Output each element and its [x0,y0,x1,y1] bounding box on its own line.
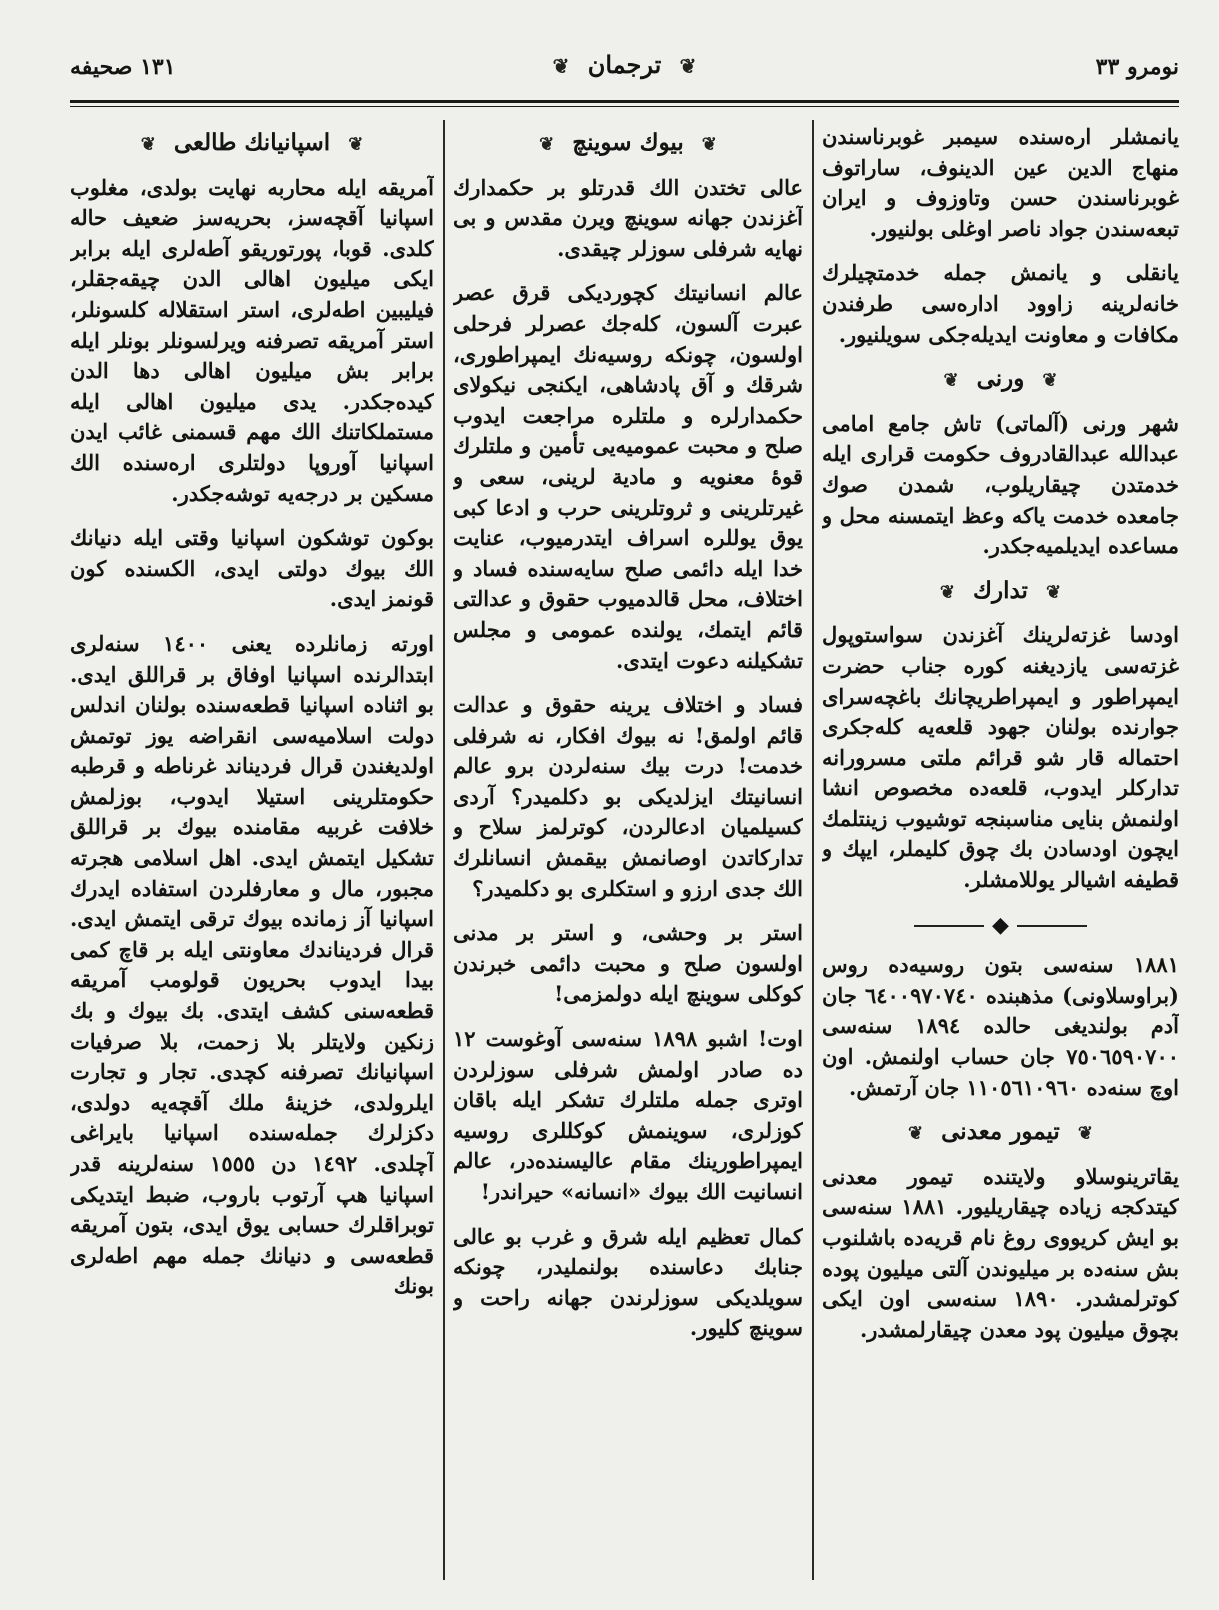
ornament-icon: ❦ [1045,581,1062,603]
ornament-icon: ❦ [908,1123,924,1145]
column-left [70,122,434,1580]
ornament-icon: ❦ [939,581,956,603]
paragraph: كمال تعظيم ايلە شرق و غرب بو عالى جنابك دعاسندە بولنمليدر، چونكە سويلديكى سوزلرندن جهانە راحت و سوينچ كليور. [453,1223,803,1341]
title-text: ترجمان [587,50,662,79]
ornament-icon: ❦ [943,370,959,392]
issue-number: نومرو ٣٣ [1095,54,1179,80]
section-heading: ❦ اسپانيانك طالعى ❦ [70,128,434,161]
paragraph: استر بر وحشى، و استر بر مدنى اولسون صلح و محبت دائمى خبرندن كوكلى سوينچ ايلە دولمزمى! [453,920,803,1007]
ornament-icon: ❦ [701,134,717,155]
masthead [70,40,1179,92]
column-separator [443,120,445,1580]
section-divider [822,910,1179,941]
section-heading: ❦ تدارك ❦ [822,576,1179,609]
paragraph: اورتە زمانلردە يعنى ١٤٠٠ سنەلرى ابتدالرندە اسپانيا اوفاق بر قراللق ايدى. بو اثنادە اسپانيا قطعەسندە بولنان اندلس دولت اسلاميەسى انقراضە يوز توتمش اولديغندن قرال فرديناند غرناطە و قرطبە حكومتلرينى استيلا ايدوب، بوزلمش خلافت غربيە مقامندە بيوك بر قراللق تشكيل ايتمش ايدى. اهل اسلامى هجرتە مجبور، مال و معارفلردن استفادە ايدرك اسپانيا آز زماندە بيوك ترقى ايتمش ايدى. قرال فرديناندك معاونتى ايلە بر قاچ كمى بيدا ايدوب بحريون قولومب آمريقە قطعەسنى كشف ايتدى. بك بيوك و بك زنكين ولايتلر بلا زحمت، بلا صرفيات اسپانيانك تصرفنە كچدى. تجار و تجارت ايلرولدى، خزينۀ ملك آقچەيە دولدى، دكزلرك جملەسندە اسپانيا بايراغى آچلدى. ١٤٩٢ دن ١٥٥٥ سنەلرينە قدر اسپانيا هپ آرتوب باروب، ضبط ايتديكى توبراقلرك حسابى يوق ايدى، بتون آمريقە قطعەسى و دنيانك جملە مهم اطەلرى بونك [70,630,434,1299]
header-rule [70,100,1179,103]
paragraph: بوكون توشكون اسپانيا وقتى ايلە دنيانك الك بيوك دولتى ايدى، الكسندە كون قونمز ايدى. [70,525,434,612]
paragraph: يانمشلر ارەسندە سيمبر غوبرناسندن منهاج الدين عين الدينوف، ساراتوف غوبرناسندن حسن وتاوزوف و ايران تبعەسندن جواد ناصر اوغلى بولنيور. [822,124,1179,241]
newspaper-title [70,50,1179,79]
paragraph: يانقلى و يانمش جملە خدمتچيلرك خانەلرينە زاوود ادارەسى طرفندن مكافات و معاونت ايديلەجكى سويلنيور. [822,260,1179,347]
diamond-icon: ◆ [992,911,1009,938]
paragraph: اودسا غزتەلرينك آغزندن سواستوپول غزتەسى يازديغنە كورە جناب حضرت ايمپراطور و ايمپراطريچانك باغچەسراى جوارندە بولنان جهود قلعەيە كلەجكرى احتمالە قار شو قرائم ملتى مسرورانە تداركلر ايدوب، قلعەدە مخصوص انشا اولنمش بنايى مناسبنجە توشيوب زينتلمك ايچون اودسادن بك چوق كليملر، ايپك و قطيفە اشيالر يوللامشلر. [822,622,1179,893]
paragraph: آمريقە ايلە محاربە نهايت بولدى، مغلوب اسپانيا آقچەسز، بحريەسز ضعيف حالە كلدى. قوبا، پورتوريقو آطەلرى ايلە برابر ايكى ميليون اهالى الدن چيقەجقلر، فيليبين اطەلرى، استر استقلالە كلسونلر، استر آمريقە تصرفنە ويرلسونلر بونلر ايلە برابر بش ميليون اهالى دها الدن كيدەجكدر. يدى ميليون اهالى ايلە مستملكاتنك الك مهم قسمنى غائب ايدن اسپانيا آوروپا دولتلرى ارەسندە الك مسكين بر درجەيە توشەجكدر. [70,174,434,506]
section-heading: ❦ تيمور معدنى ❦ [822,1117,1179,1150]
paragraph: يقاترينوسلاو ولايتندە تيمور معدنى كيتدكجە زيادە چيقاريليور. ١٨٨١ سنەسى بو ايش كريووى روغ نام قريەدە باشلنوب بش سنەدە بر ميليوندن آلتى ميليون پودە كوترلمشدر. ١٨٩٠ سنەسى اون ايكى بچوق ميليون پود معدن چيقارلمشدر. [822,1163,1179,1342]
paragraph: اوت! اشبو ١٨٩٨ سنەسى آوغوست ١٢ دە صادر اولمش شرفلى سوزلردن اوترى جملە ملتلرك تشكر ايلە باقان كوزلرى، سوينمش كوكللرى روسيە ايمپراطورينك مقام عاليسندەدر، عالم انسانيت الك بيوك «انسانە» حيراندر! [453,1026,803,1204]
column-separator [812,120,814,1580]
ornament-icon: ❦ [539,134,555,155]
section-heading: ❦ ورنى ❦ [822,364,1179,397]
section-heading: ❦ بيوك سوينچ ❦ [453,128,803,161]
paragraph: ١٨٨١ سنەسى بتون روسيەدە روس (براوسلاونى) مذهبندە ٦٤٠٠٩٧٠٧٤٠ جان آدم بولنديغى حالدە ١٨٩٤ سنەسى ٧٥٠٦٥٩٠٧٠٠ جان حساب اولنمش. اون اوچ سنەدە ١١٠٥٦١٠٩٦٠ جان آرتمش. [822,952,1179,1100]
page-number: ١٣١ صحيفه [70,54,176,80]
ornament-icon: ❦ [552,54,570,78]
paragraph: شهر ورنى (آلماتى) تاش جامع امامى عبدالله عبدالقادروف حكومت قرارى ايلە خدمتدن چيقاريلوب، شمدن صوك جامعدە خدمت ياكە وعظ ايتمسنە محل و مساعدە ايديلميەجكدر. [822,410,1179,559]
paragraph: فساد و اختلاف يرينە حقوق و عدالت قائم اولمق! نە بيوك افكار، نە شرفلى خدمت! درت بيك سنەلردن برو عالم انسانيتك ايزلديكى بو دكلميدر؟ آردى كسيلميان ادعالردن، كوترلمز سلاح و تداركاتدن اوصانمش بيقمش انسانلرك الك جدى ارزو و استكلرى بو دكلميدر؟ [453,692,803,901]
ornament-icon: ❦ [1042,370,1058,392]
ornament-icon: ❦ [348,134,364,155]
ornament-icon: ❦ [140,134,156,155]
ornament-icon: ❦ [679,54,697,78]
paragraph: عالم انسانيتك كچورديكى قرق عصر عبرت آلسون، كلەجك عصرلر فرحلى اولسون، چونكە روسيەنك ايمپراطورى، شرقك و آق پادشاهى، ايكنجى نيكولاى حكمدارلرە و ملتلرە مراجعت ايدوب صلح و محبت عموميەيى تأمين و ملتلرك قوۀ معنويە و مادية لرينى، سعى و غيرتلرينى و ثروتلرينى حرب و ادعا كبى يوق يوللرە اسراف ايتدرميوب، عنايت خدا ايلە دائمى صلح سايەسندە فساد و اختلاف، محل قالدميوب حقوق و عدالتى قائم ايتمك، يولندە عمومى و مجلس تشكيلنە دعوت ايتدى. [453,280,803,673]
paragraph: عالى تختدن الك قدرتلو بر حكمدارك آغزندن جهانە سوينچ ويرن مقدس و بى نهايە شرفلى سوزلر چيقدى. [453,174,803,261]
column-middle [453,122,803,1580]
header-rule-thin [70,106,1179,107]
ornament-icon: ❦ [1077,1123,1093,1145]
column-right [822,122,1179,1580]
